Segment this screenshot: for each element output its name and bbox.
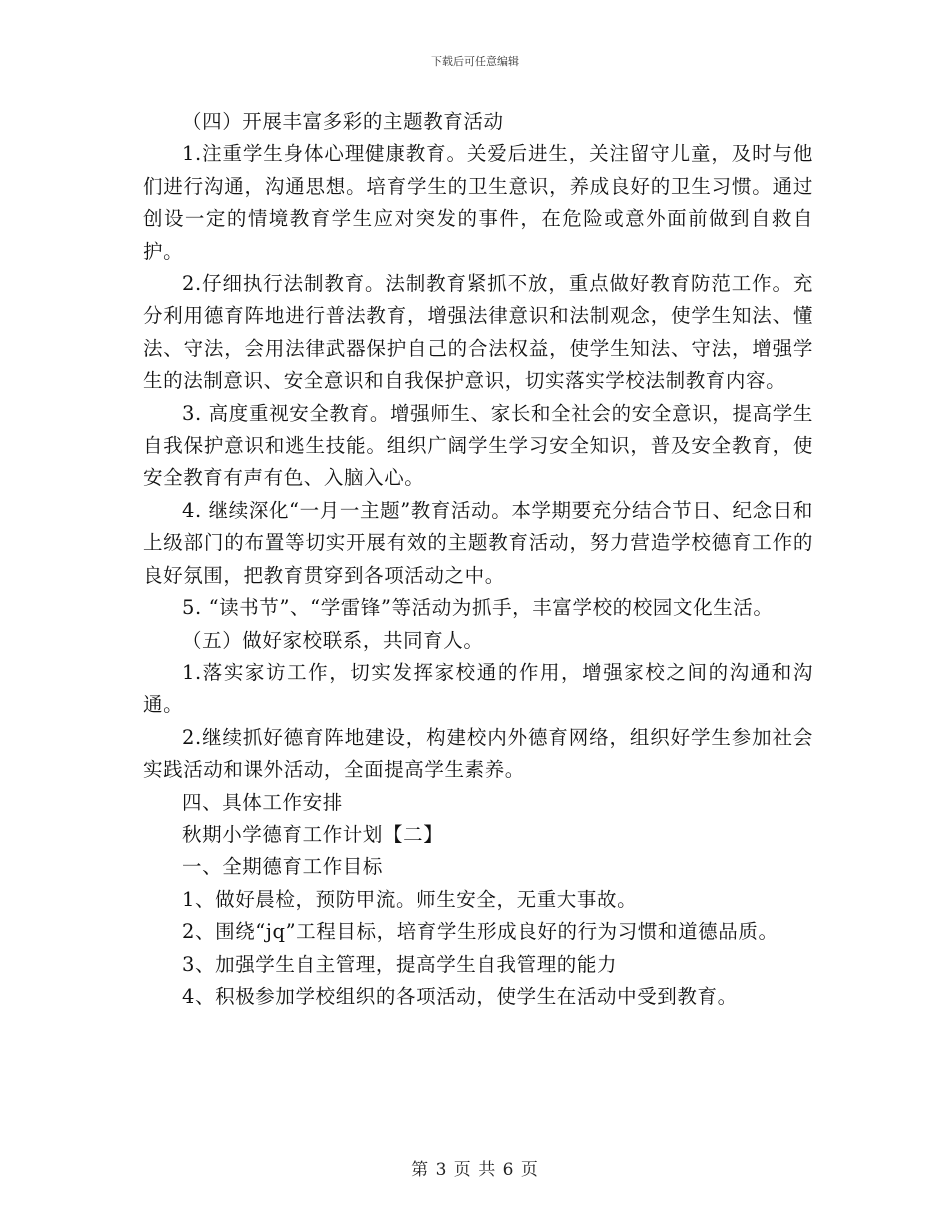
goal-item-2: 2、围绕“jq”工程目标，培育学生形成良好的行为习惯和道德品质。 (182, 920, 779, 944)
paragraph-home-visits: 1.落实家访工作，切实发挥家校通的作用，增强家校之间的沟通和沟通。 (143, 660, 813, 717)
page-header: 下载后可任意编辑 (431, 55, 519, 68)
section-heading-five: （五）做好家校联系，共同育人。 (182, 628, 484, 652)
page-footer: 第 3 页 共 6 页 (411, 1160, 539, 1180)
document-body (143, 106, 813, 1013)
section-heading-four: （四）开展丰富多彩的主题教育活动 (182, 110, 504, 133)
goal-item-1: 1、做好晨检，预防甲流。师生安全，无重大事故。 (182, 887, 638, 911)
paragraph-safety-education: 3. 高度重视安全教育。增强师生、家长和全社会的安全意识，提高学生自我保护意识和逃生技能。组织广阔学生学习安全知识，普及安全教育，使安全教育有声有色、入脑入心。 (143, 401, 813, 490)
goal-item-4: 4、积极参加学校组织的各项活动，使学生在活动中受到教育。 (182, 984, 738, 1008)
paragraph-health-education: 1.注重学生身体心理健康教育。关爱后进生，关注留守儿童，及时与他们进行沟通，沟通思想。培育学生的卫生意识，养成良好的卫生习惯。通过创设一定的情境教育学生应对突发的事件，在危险或意外面前做到自救自护。 (143, 142, 813, 263)
section-heading-work-arrangement: 四、具体工作安排 (182, 790, 343, 814)
paragraph-reading-festival: 5. “读书节”、“学雷锋”等活动为抓手，丰富学校的校园文化生活。 (182, 596, 774, 620)
goal-item-3: 3、加强学生自主管理，提高学生自我管理的能力 (182, 952, 618, 976)
paragraph-moral-network: 2.继续抓好德育阵地建设，构建校内外德育网络，组织好学生参加社会实践活动和课外活动，全面提高学生素养。 (143, 725, 813, 782)
paragraph-monthly-theme: 4. 继续深化“一月一主题”教育活动。本学期要充分结合节日、纪念日和上级部门的布置等切实开展有效的主题教育活动，努力营造学校德育工作的良好氛围，把教育贯穿到各项活动之中。 (143, 498, 813, 587)
plan-title-two: 秋期小学德育工作计划【二】 (182, 822, 444, 846)
section-heading-goals: 一、全期德育工作目标 (182, 855, 384, 879)
paragraph-legal-education: 2.仔细执行法制教育。法制教育紧抓不放，重点做好教育防范工作。充分利用德育阵地进行普法教育，增强法律意识和法制观念，使学生知法、懂法、守法，会用法律武器保护自己的合法权益，使学生知法、守法，增强学生的法制意识、安全意识和自我保护意识，切实落实学校法制教育内容。 (143, 272, 813, 393)
